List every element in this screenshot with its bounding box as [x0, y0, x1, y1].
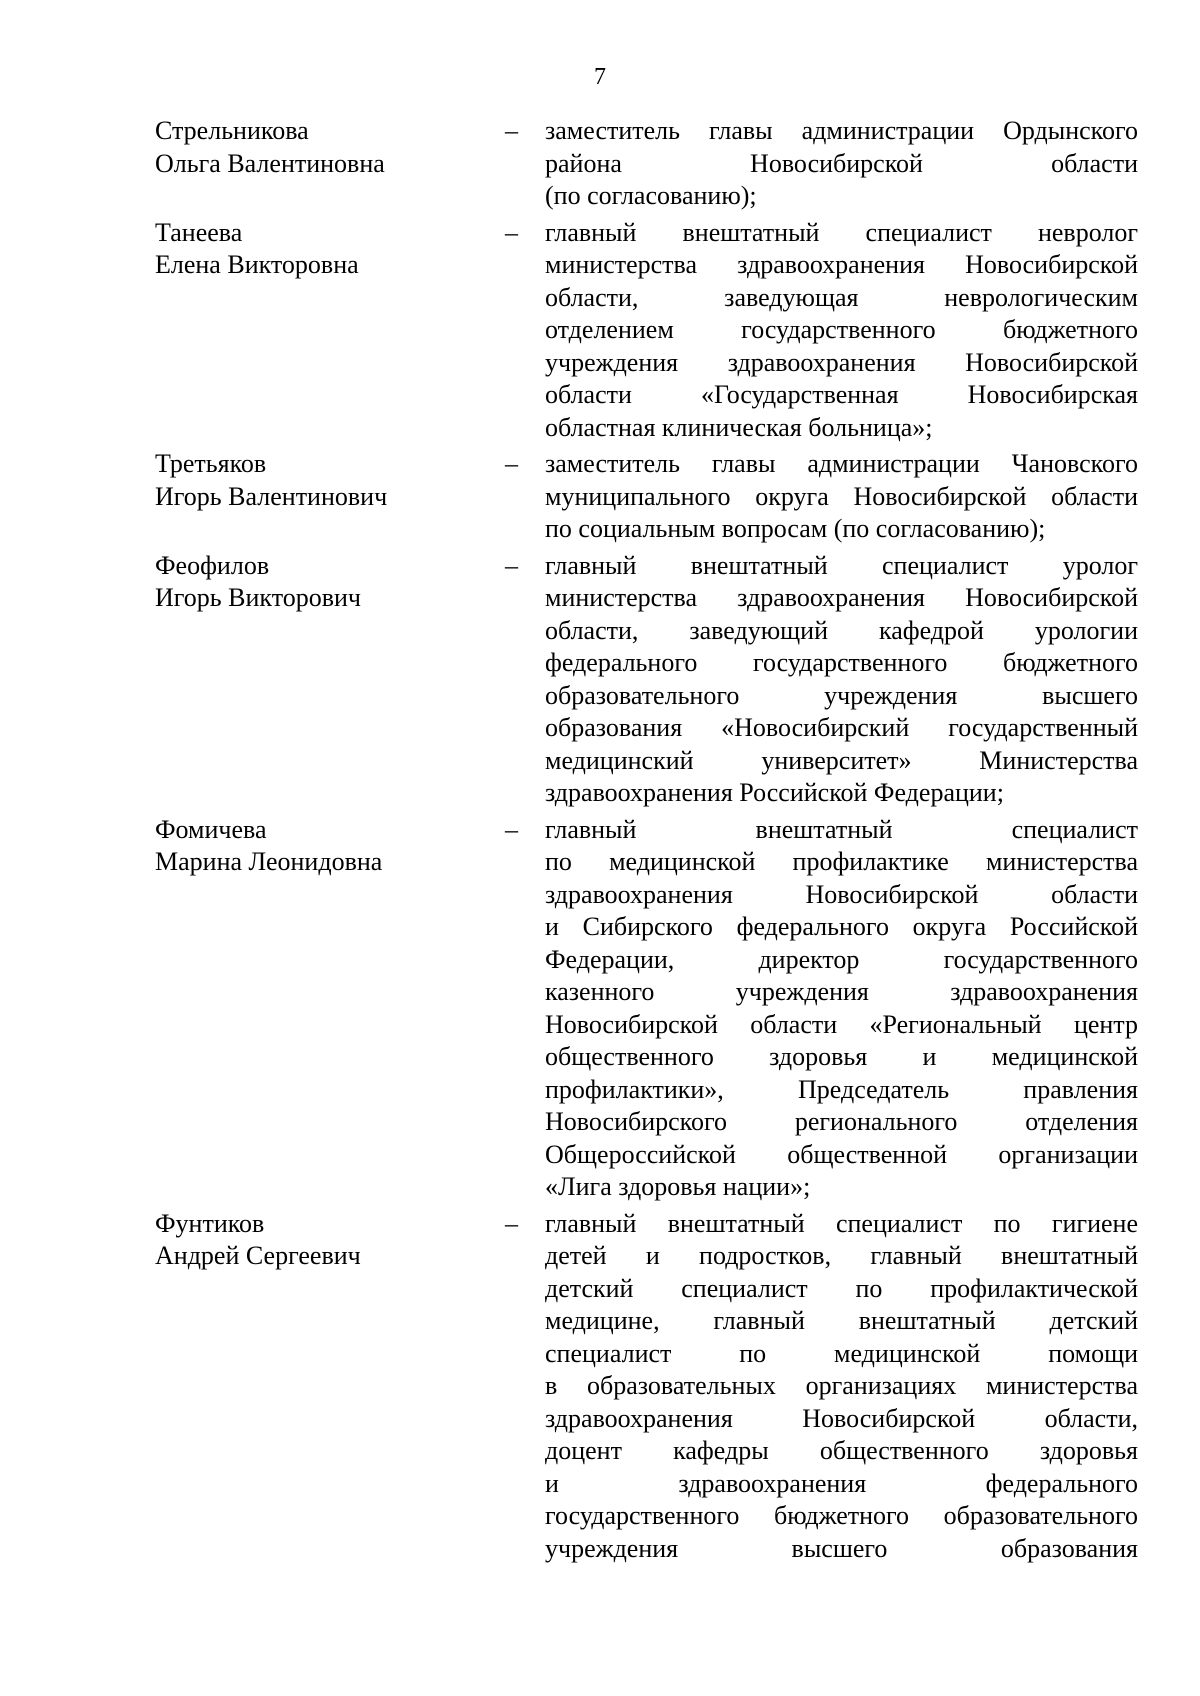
- member-name: [155, 814, 485, 879]
- position-line: федерального государственного бюджетного: [545, 648, 1138, 677]
- member-surname: Фунтиков: [155, 1208, 265, 1238]
- position-line: по социальным вопросам (по согласованию);: [545, 514, 1046, 543]
- position-line: и Сибирского федерального округа Российской: [545, 912, 1138, 941]
- position-line: Общероссийской общественной организации: [545, 1139, 1138, 1169]
- member-name: [155, 1208, 485, 1273]
- member-given-name: Марина Леонидовна: [155, 847, 383, 876]
- position-line: министерства здравоохранения Новосибирской: [545, 250, 1138, 279]
- member-entry: [0, 448, 1200, 546]
- position-line: заместитель главы администрации Чановского: [545, 449, 1138, 478]
- position-line: детей и подростков, главный внештатный: [545, 1241, 1138, 1270]
- position-line: образовательного учреждения высшего: [545, 680, 1138, 710]
- member-entry: [0, 1208, 1200, 1566]
- position-line: медицине, главный внештатный детский: [545, 1306, 1138, 1335]
- position-line: области, заведующий кафедрой урологии: [545, 615, 1138, 645]
- position-line: детский специалист по профилактической: [545, 1273, 1138, 1303]
- member-given-name: Игорь Валентинович: [155, 481, 388, 511]
- dash-separator: –: [505, 550, 518, 580]
- members-list: [0, 115, 1200, 1569]
- member-position: [545, 814, 1138, 1204]
- member-name: [155, 448, 485, 513]
- position-line: главный внештатный специалист по гигиене: [545, 1208, 1138, 1238]
- position-line: по медицинской профилактике министерства: [545, 847, 1138, 876]
- dash-separator: –: [505, 217, 518, 247]
- dash-separator: –: [505, 1208, 518, 1238]
- member-entry: [0, 814, 1200, 1204]
- position-line: и здравоохранения федерального: [545, 1468, 1138, 1498]
- dash-separator: –: [505, 116, 518, 145]
- member-name: [155, 550, 485, 615]
- member-surname: Стрельникова: [155, 116, 309, 145]
- position-line: здравоохранения Российской Федерации;: [545, 778, 1004, 807]
- member-position: [545, 1208, 1138, 1566]
- position-line: области «Государственная Новосибирская: [545, 380, 1138, 409]
- member-given-name: Андрей Сергеевич: [155, 1241, 361, 1270]
- member-entry: [0, 550, 1200, 810]
- position-line: медицинский университет» Министерства: [545, 745, 1138, 775]
- member-position: [545, 217, 1138, 445]
- position-line: учреждения здравоохранения Новосибирской: [545, 347, 1138, 377]
- member-surname: Феофилов: [155, 550, 270, 580]
- position-line: главный внештатный специалист невролог: [545, 217, 1138, 247]
- position-line: здравоохранения Новосибирской области,: [545, 1403, 1138, 1433]
- position-line: доцент кафедры общественного здоровья: [545, 1436, 1138, 1465]
- position-line: областная клиническая больница»;: [545, 412, 933, 442]
- page-number: 7: [594, 64, 606, 90]
- member-position: [545, 115, 1138, 213]
- position-line: Новосибирского регионального отделения: [545, 1107, 1138, 1136]
- position-line: «Лига здоровья нации»;: [545, 1172, 811, 1201]
- position-line: учреждения высшего образования: [545, 1533, 1138, 1563]
- dash-separator: –: [505, 814, 518, 844]
- member-entry: [0, 217, 1200, 445]
- position-line: главный внештатный специалист: [545, 814, 1138, 844]
- member-given-name: Ольга Валентиновна: [155, 148, 385, 178]
- member-given-name: Игорь Викторович: [155, 583, 361, 612]
- position-line: общественного здоровья и медицинской: [545, 1042, 1138, 1071]
- dash-separator: –: [505, 449, 518, 478]
- position-line: муниципального округа Новосибирской области: [545, 481, 1138, 511]
- member-position: [545, 448, 1138, 546]
- position-line: главный внештатный специалист уролог: [545, 550, 1138, 580]
- position-line: специалист по медицинской помощи: [545, 1338, 1138, 1368]
- position-line: Федерации, директор государственного: [545, 944, 1138, 974]
- member-surname: Фомичева: [155, 814, 267, 844]
- member-entry: [0, 115, 1200, 213]
- position-line: Новосибирской области «Региональный центр: [545, 1009, 1138, 1039]
- position-line: района Новосибирской области: [545, 148, 1138, 178]
- position-line: государственного бюджетного образовательного: [545, 1501, 1138, 1530]
- member-name: [155, 115, 485, 180]
- member-surname: Третьяков: [155, 449, 267, 478]
- position-line: заместитель главы администрации Ордынского: [545, 116, 1138, 145]
- position-line: области, заведующая неврологическим: [545, 282, 1138, 312]
- position-line: образования «Новосибирский государственный: [545, 713, 1138, 742]
- position-line: (по согласованию);: [545, 181, 757, 210]
- position-line: в образовательных организациях министерства: [545, 1371, 1138, 1400]
- position-line: казенного учреждения здравоохранения: [545, 977, 1138, 1006]
- member-name: [155, 217, 485, 282]
- member-surname: Танеева: [155, 217, 243, 247]
- position-line: отделением государственного бюджетного: [545, 315, 1138, 344]
- member-given-name: Елена Викторовна: [155, 250, 359, 279]
- position-line: профилактики», Председатель правления: [545, 1074, 1138, 1104]
- position-line: здравоохранения Новосибирской области: [545, 879, 1138, 909]
- position-line: министерства здравоохранения Новосибирской: [545, 583, 1138, 612]
- member-position: [545, 550, 1138, 810]
